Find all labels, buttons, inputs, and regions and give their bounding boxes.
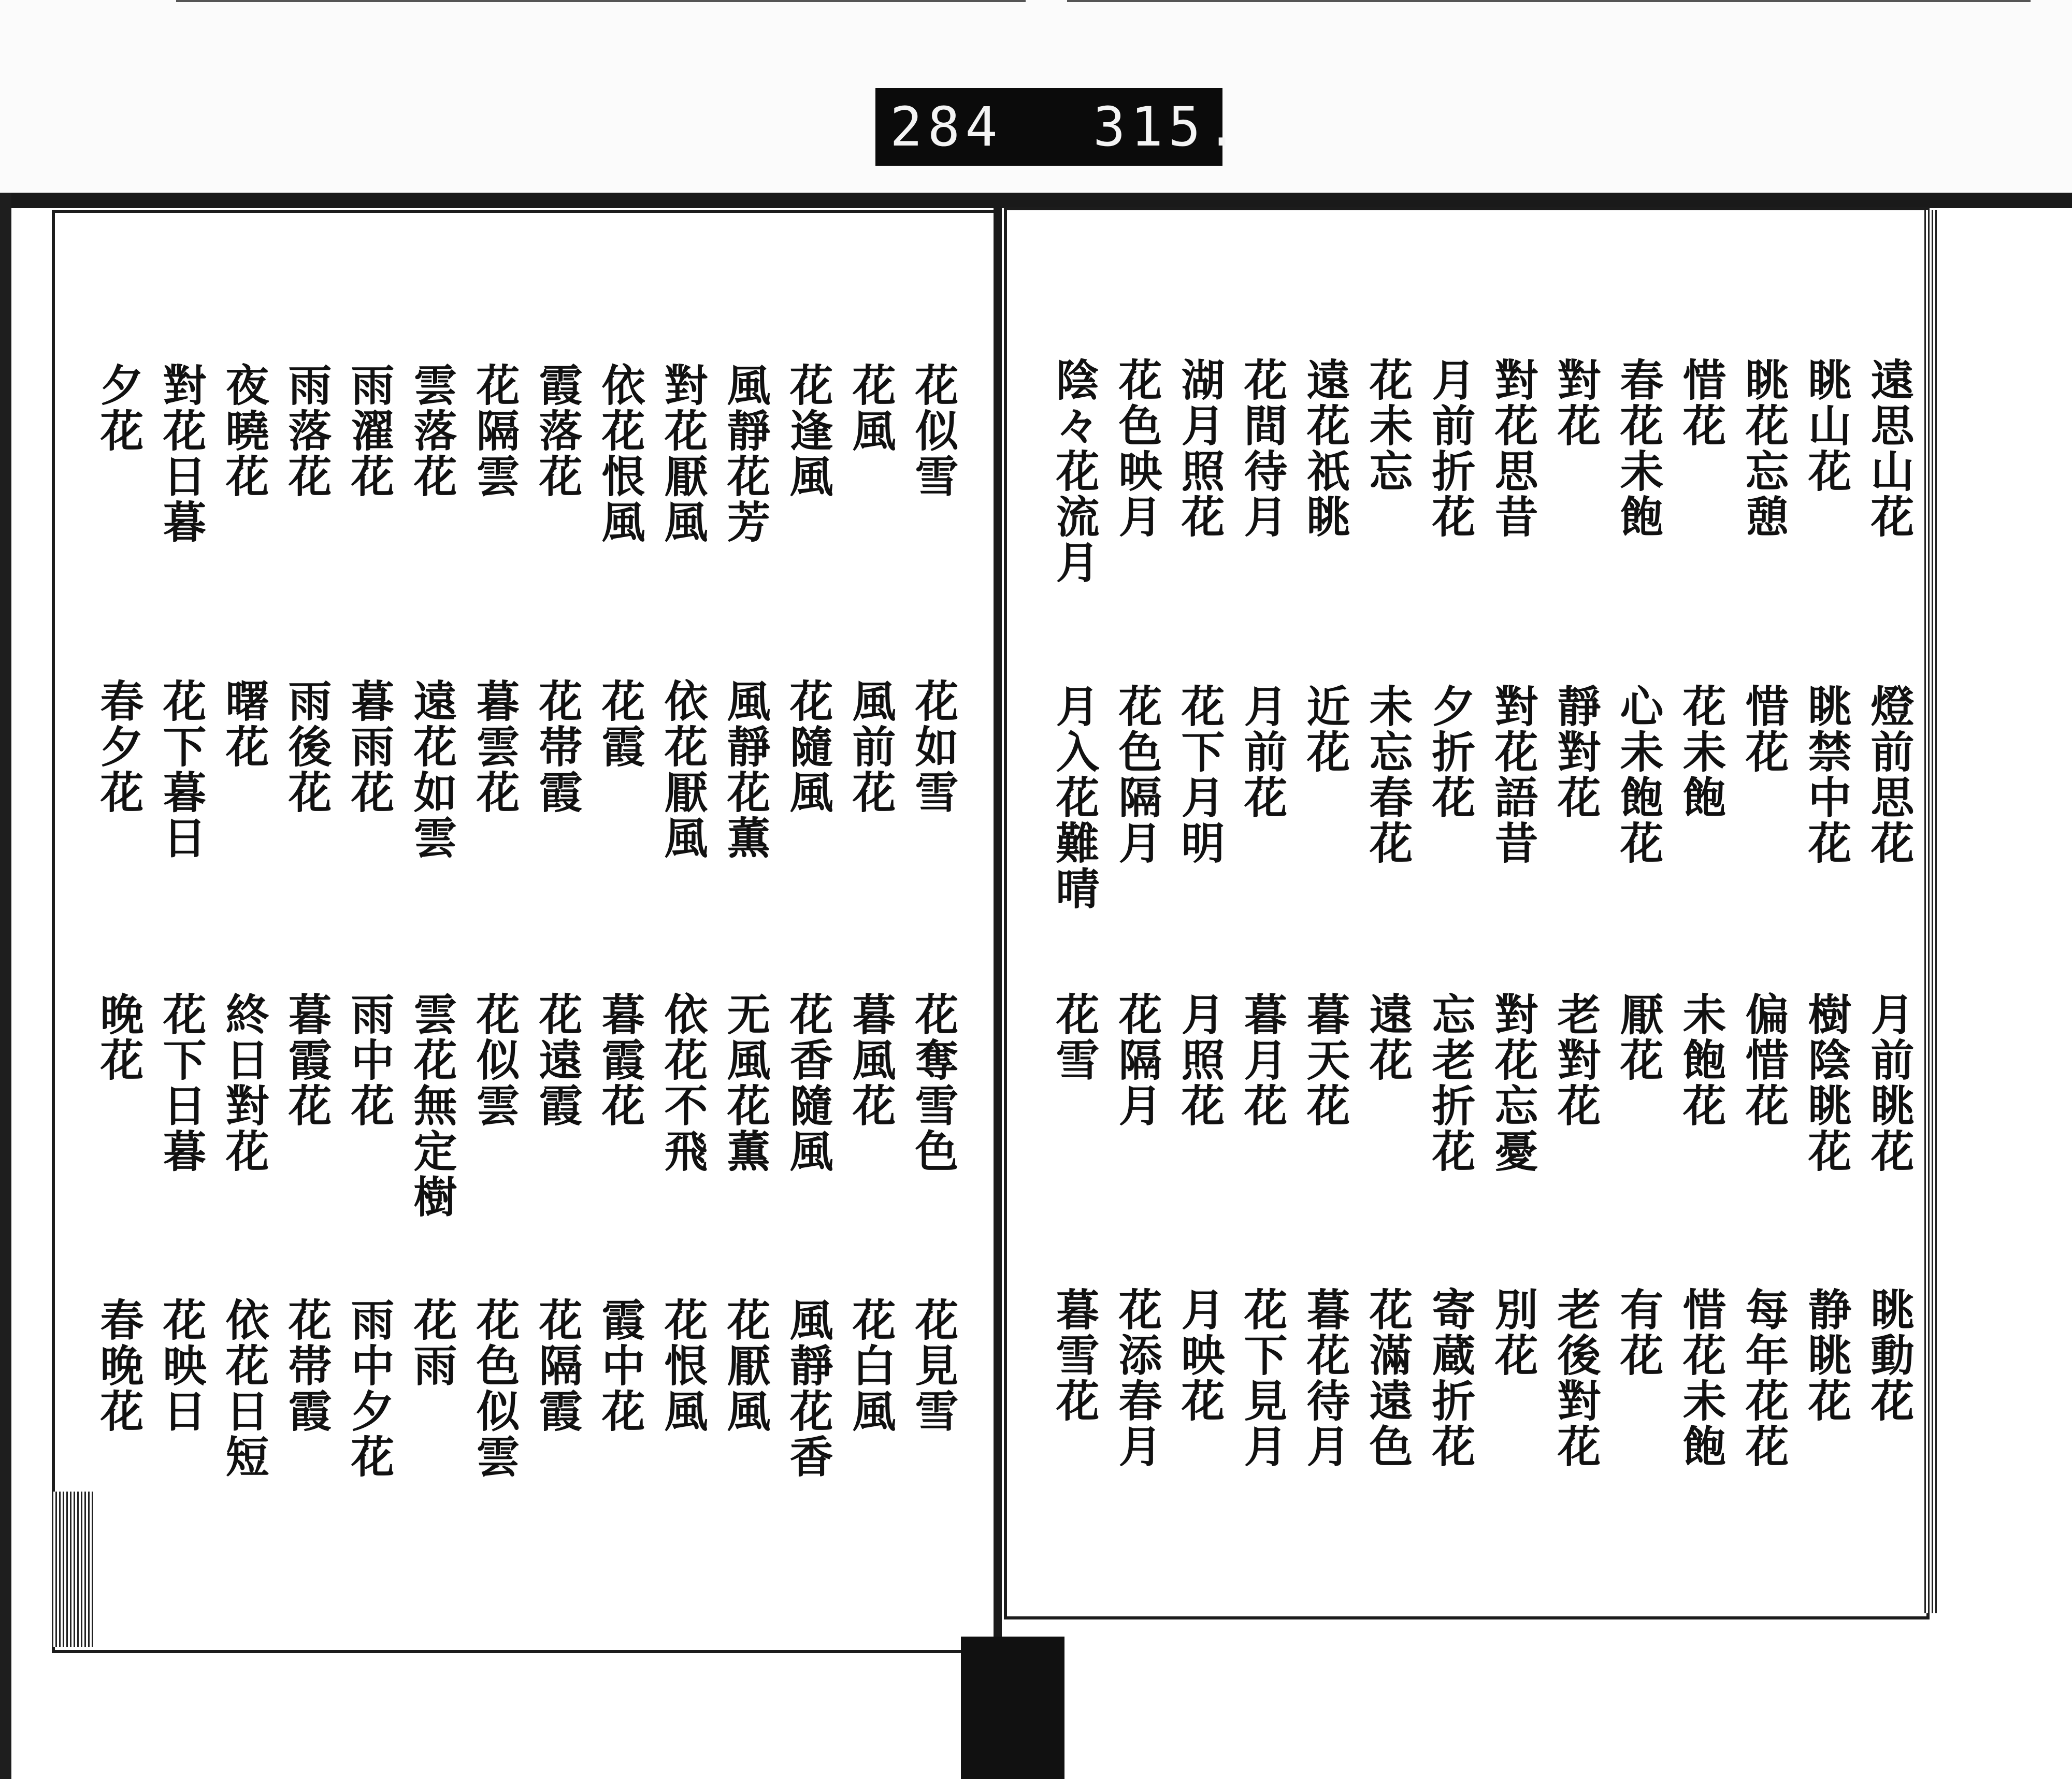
right-poem-title-row4-col2: 静眺花 bbox=[1801, 1287, 1852, 1424]
left-poem-title-row4-col6: 霞中花 bbox=[595, 1297, 646, 1434]
right-poem-title-row2-col14: 月入花難晴 bbox=[1049, 684, 1100, 912]
left-poem-title-row4-col1: 花見雪 bbox=[908, 1297, 959, 1434]
right-poem-title-row2-col5: 心未飽花 bbox=[1613, 684, 1664, 866]
top-rule-left bbox=[176, 0, 1026, 2]
right-poem-title-row3-col1: 月前眺花 bbox=[1864, 992, 1915, 1174]
left-poem-title-row4-col13: 花映日 bbox=[156, 1297, 207, 1434]
left-poem-title-row2-col4: 風靜花薫 bbox=[720, 678, 771, 861]
right-poem-title-row2-col11: 月前花 bbox=[1237, 684, 1288, 820]
right-poem-title-row2-col7: 對花語昔 bbox=[1488, 684, 1539, 866]
film-number-right: 315. bbox=[1093, 95, 1244, 158]
right-poem-title-row1-col14: 陰々花流月 bbox=[1049, 357, 1100, 585]
right-poem-title-row2-col1: 燈前思花 bbox=[1864, 684, 1915, 866]
left-poem-title-row1-col1: 花似雪 bbox=[908, 363, 959, 499]
right-poem-title-row4-col4: 惜花未飽 bbox=[1676, 1287, 1727, 1469]
right-poem-title-row2-col12: 花下月明 bbox=[1174, 684, 1226, 866]
right-poem-title-row3-col14: 花雪 bbox=[1049, 992, 1100, 1083]
scan-border-bar bbox=[0, 193, 2072, 208]
right-poem-title-row3-col13: 花隔月 bbox=[1112, 992, 1163, 1129]
right-poem-title-row3-col10: 暮天花 bbox=[1300, 992, 1351, 1129]
left-poem-title-row1-col2: 花風 bbox=[845, 363, 897, 454]
film-number-left: 284 bbox=[890, 95, 1003, 158]
right-poem-title-row4-col8: 寄蔵折花 bbox=[1425, 1287, 1476, 1469]
film-frame-label bbox=[875, 88, 1244, 166]
right-poem-title-row2-col8: 夕折花 bbox=[1425, 684, 1476, 820]
right-poem-title-row4-col7: 別花 bbox=[1488, 1287, 1539, 1378]
left-poem-title-row2-col6: 花霞 bbox=[595, 678, 646, 770]
right-page-edge bbox=[1924, 210, 1939, 1613]
left-poem-title-row1-col9: 雲落花 bbox=[407, 363, 458, 499]
right-poem-title-row1-col4: 惜花 bbox=[1676, 357, 1727, 449]
right-poem-title-row4-col6: 老後對花 bbox=[1550, 1287, 1602, 1469]
left-poem-title-row2-col8: 暮雲花 bbox=[469, 678, 521, 815]
right-poem-title-row1-col9: 花未忘 bbox=[1362, 357, 1414, 494]
left-poem-title-row2-col1: 花如雪 bbox=[908, 678, 959, 815]
left-poem-title-row1-col11: 雨落花 bbox=[281, 363, 333, 499]
right-poem-title-row2-col4: 花未飽 bbox=[1676, 684, 1727, 820]
scan-left-edge bbox=[0, 193, 11, 1779]
top-rule-right bbox=[1067, 0, 2031, 2]
right-poem-title-row3-col5: 厭花 bbox=[1613, 992, 1664, 1083]
right-poem-title-row3-col12: 月照花 bbox=[1174, 992, 1226, 1129]
left-poem-title-row2-col2: 風前花 bbox=[845, 678, 897, 815]
left-poem-title-row1-col4: 風靜花芳 bbox=[720, 363, 771, 545]
right-poem-title-row2-col9: 未忘春花 bbox=[1362, 684, 1414, 866]
right-poem-title-row1-col10: 遠花祇眺 bbox=[1300, 357, 1351, 540]
right-poem-title-row1-col5: 春花未飽 bbox=[1613, 357, 1664, 540]
left-poem-title-row4-col14: 春晚花 bbox=[93, 1297, 145, 1434]
right-poem-title-row1-col6: 對花 bbox=[1550, 357, 1602, 449]
book-gutter bbox=[994, 207, 1002, 1647]
left-poem-title-row3-col1: 花奪雪色 bbox=[908, 992, 959, 1174]
left-poem-title-row4-col12: 依花日短 bbox=[219, 1297, 270, 1480]
right-poem-title-row1-col13: 花色映月 bbox=[1112, 357, 1163, 540]
right-poem-title-row2-col10: 近花 bbox=[1300, 684, 1351, 775]
right-poem-title-row1-col7: 對花思昔 bbox=[1488, 357, 1539, 540]
right-poem-title-row1-col3: 眺花忘憩 bbox=[1738, 357, 1790, 540]
left-poem-title-row3-col12: 終日對花 bbox=[219, 992, 270, 1174]
left-poem-title-row1-col13: 對花日暮 bbox=[156, 363, 207, 545]
left-poem-title-row1-col12: 夜曉花 bbox=[219, 363, 270, 499]
left-poem-title-row1-col10: 雨濯花 bbox=[344, 363, 395, 499]
left-poem-title-row2-col14: 春夕花 bbox=[93, 678, 145, 815]
left-poem-title-row3-col3: 花香隨風 bbox=[783, 992, 834, 1174]
right-poem-title-row4-col9: 花滿遠色 bbox=[1362, 1287, 1414, 1469]
left-poem-title-row3-col2: 暮風花 bbox=[845, 992, 897, 1129]
right-poem-title-row3-col8: 忘老折花 bbox=[1425, 992, 1476, 1174]
left-poem-title-row2-col11: 雨後花 bbox=[281, 678, 333, 815]
right-poem-title-row4-col10: 暮花待月 bbox=[1300, 1287, 1351, 1469]
left-poem-title-row3-col11: 暮霞花 bbox=[281, 992, 333, 1129]
left-poem-title-row1-col6: 依花恨風 bbox=[595, 363, 646, 545]
left-poem-title-row4-col5: 花恨風 bbox=[657, 1297, 709, 1434]
left-poem-title-row1-col8: 花隔雲 bbox=[469, 363, 521, 499]
left-poem-title-row3-col7: 花遠霞 bbox=[532, 992, 583, 1129]
right-poem-title-row1-col2: 眺山花 bbox=[1801, 357, 1852, 494]
right-poem-title-row2-col3: 惜花 bbox=[1738, 684, 1790, 775]
left-poem-title-row4-col3: 風靜花香 bbox=[783, 1297, 834, 1480]
left-poem-title-row3-col10: 雨中花 bbox=[344, 992, 395, 1129]
right-poem-title-row2-col6: 靜對花 bbox=[1550, 684, 1602, 820]
left-poem-title-row3-col4: 无風花薫 bbox=[720, 992, 771, 1174]
right-poem-title-row3-col4: 未飽花 bbox=[1676, 992, 1727, 1129]
right-poem-title-row4-col1: 眺動花 bbox=[1864, 1287, 1915, 1424]
right-poem-title-row1-col11: 花間待月 bbox=[1237, 357, 1288, 540]
right-poem-title-row4-col5: 有花 bbox=[1613, 1287, 1664, 1378]
left-poem-title-row4-col10: 雨中夕花 bbox=[344, 1297, 395, 1480]
left-poem-title-row4-col8: 花色似雲 bbox=[469, 1297, 521, 1480]
right-poem-title-row4-col13: 花添春月 bbox=[1112, 1287, 1163, 1469]
left-poem-title-row2-col9: 遠花如雲 bbox=[407, 678, 458, 861]
left-poem-title-row1-col7: 霞落花 bbox=[532, 363, 583, 499]
left-poem-title-row1-col5: 對花厭風 bbox=[657, 363, 709, 545]
right-poem-title-row1-col8: 月前折花 bbox=[1425, 357, 1476, 540]
left-poem-title-row1-col14: 夕花 bbox=[93, 363, 145, 454]
left-poem-title-row3-col9: 雲花無定樹 bbox=[407, 992, 458, 1220]
right-poem-title-row1-col12: 湖月照花 bbox=[1174, 357, 1226, 540]
left-poem-title-row3-col5: 依花不飛 bbox=[657, 992, 709, 1174]
right-poem-title-row3-col9: 遠花 bbox=[1362, 992, 1414, 1083]
left-poem-title-row3-col6: 暮霞花 bbox=[595, 992, 646, 1129]
right-poem-title-row3-col6: 老對花 bbox=[1550, 992, 1602, 1129]
left-poem-title-row2-col7: 花帯霞 bbox=[532, 678, 583, 815]
right-poem-title-row1-col1: 遠思山花 bbox=[1864, 357, 1915, 540]
left-poem-title-row3-col8: 花似雲 bbox=[469, 992, 521, 1129]
left-poem-title-row3-col14: 晚花 bbox=[93, 992, 145, 1083]
right-poem-title-row2-col13: 花色隔月 bbox=[1112, 684, 1163, 866]
right-poem-title-row4-col12: 月映花 bbox=[1174, 1287, 1226, 1424]
left-poem-title-row4-col9: 花雨 bbox=[407, 1297, 458, 1389]
left-poem-title-row2-col3: 花隨風 bbox=[783, 678, 834, 815]
left-poem-title-row4-col7: 花隔霞 bbox=[532, 1297, 583, 1434]
left-poem-title-row2-col10: 暮雨花 bbox=[344, 678, 395, 815]
left-poem-title-row4-col2: 花白風 bbox=[845, 1297, 897, 1434]
left-page-edge bbox=[52, 1492, 93, 1647]
left-poem-title-row2-col12: 曙花 bbox=[219, 678, 270, 770]
right-poem-title-row4-col3: 每年花花 bbox=[1738, 1287, 1790, 1469]
gutter-shadow bbox=[961, 1637, 1064, 1779]
right-poem-title-row4-col14: 暮雪花 bbox=[1049, 1287, 1100, 1424]
left-poem-title-row2-col5: 依花厭風 bbox=[657, 678, 709, 861]
left-poem-title-row4-col11: 花帯霞 bbox=[281, 1297, 333, 1434]
right-poem-title-row3-col11: 暮月花 bbox=[1237, 992, 1288, 1129]
right-poem-title-row4-col11: 花下見月 bbox=[1237, 1287, 1288, 1469]
left-poem-title-row4-col4: 花厭風 bbox=[720, 1297, 771, 1434]
left-poem-title-row3-col13: 花下日暮 bbox=[156, 992, 207, 1174]
right-poem-title-row3-col7: 對花忘憂 bbox=[1488, 992, 1539, 1174]
right-poem-title-row3-col3: 偏惜花 bbox=[1738, 992, 1790, 1129]
left-poem-title-row1-col3: 花逢風 bbox=[783, 363, 834, 499]
left-poem-title-row2-col13: 花下暮日 bbox=[156, 678, 207, 861]
right-poem-title-row3-col2: 樹陰眺花 bbox=[1801, 992, 1852, 1174]
right-poem-title-row2-col2: 眺禁中花 bbox=[1801, 684, 1852, 866]
